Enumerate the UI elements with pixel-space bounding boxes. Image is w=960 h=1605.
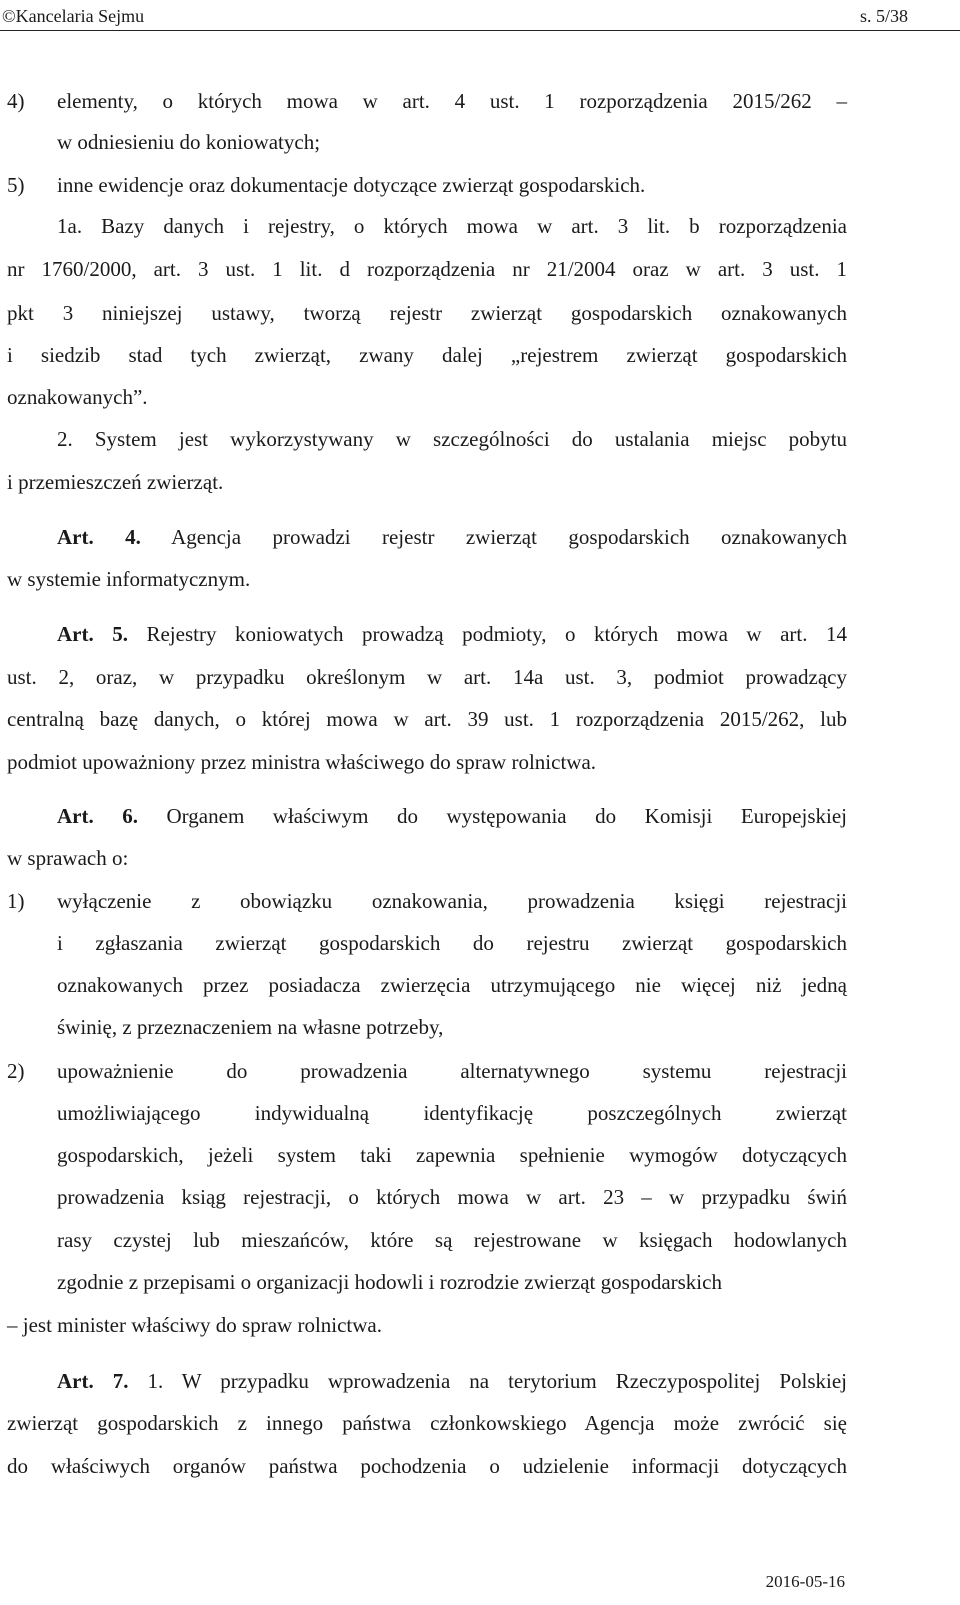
article-line: [57, 1360, 847, 1402]
text-line: i zgłaszania zwierząt gospodarskich do rejestru zwierząt gospodarskich: [57, 931, 847, 955]
list-number: 2): [7, 1059, 25, 1083]
text-line: Rejestry koniowatych prowadzą podmioty, o których mowa w art. 14: [127, 622, 847, 646]
text-line: prowadzenia ksiąg rejestracji, o których mowa w art. 23 – w przypadku świń: [57, 1185, 847, 1209]
text-line: 2. System jest wykorzystywany w szczególności do ustalania miejsc pobytu: [57, 427, 847, 451]
text-line: zwierząt gospodarskich z innego państwa członkowskiego Agencja może zwrócić się: [7, 1411, 847, 1435]
text-line: świnię, z przeznaczeniem na własne potrzeby,: [57, 1015, 444, 1039]
article-heading: Art. 4.: [57, 525, 141, 549]
page-header: [0, 0, 960, 32]
page-number: s. 5/38: [859, 6, 908, 26]
text-line: w sprawach o:: [7, 846, 129, 870]
publisher-label: ©Kancelaria Sejmu: [2, 6, 145, 26]
text-line: 1. W przypadku wprowadzenia na terytorium Rzeczypospolitej Polskiej: [128, 1369, 847, 1393]
text-line: rasy czystej lub mieszańców, które są rejestrowane w księgach hodowlanych: [57, 1228, 847, 1252]
text-line: wyłączenie z obowiązku oznakowania, prowadzenia księgi rejestracji: [57, 889, 847, 913]
text-line: upoważnienie do prowadzenia alternatywnego systemu rejestracji: [57, 1059, 847, 1083]
text-line: Agencja prowadzi rejestr zwierząt gospodarskich oznakowanych: [140, 525, 847, 549]
text-line: i przemieszczeń zwierząt.: [7, 470, 224, 494]
article-heading: Art. 6.: [57, 804, 138, 828]
text-line: Organem właściwym do występowania do Komisji Europejskiej: [138, 804, 847, 828]
text-line: centralną bazę danych, o której mowa w art. 39 ust. 1 rozporządzenia 2015/262, lub: [7, 707, 847, 731]
text-line: i siedzib stad tych zwierząt, zwany dalej „rejestrem zwierząt gospodarskich: [7, 343, 847, 367]
article-heading: Art. 5.: [57, 622, 128, 646]
list-number: 5): [7, 173, 25, 197]
header-divider: [0, 30, 960, 31]
text-line: oznakowanych przez posiadacza zwierzęcia utrzymującego nie więcej niż jedną: [57, 973, 847, 997]
text-line: 1a. Bazy danych i rejestry, o których mowa w art. 3 lit. b rozporządzenia: [57, 214, 847, 238]
list-number: 1): [7, 889, 25, 913]
text-line: gospodarskich, jeżeli system taki zapewnia spełnienie wymogów dotyczących: [57, 1143, 847, 1167]
article-line: [57, 516, 847, 558]
article-heading: Art. 7.: [57, 1369, 129, 1393]
text-line: inne ewidencje oraz dokumentacje dotyczące zwierząt gospodarskich.: [57, 173, 646, 197]
text-line: oznakowanych”.: [7, 385, 148, 409]
list-number: 4): [7, 89, 25, 113]
text-line: ust. 2, oraz, w przypadku określonym w art. 14a ust. 3, podmiot prowadzący: [7, 665, 847, 689]
document-date: 2016-05-16: [765, 1572, 845, 1591]
text-line: w odniesieniu do koniowatych;: [57, 130, 321, 154]
text-line: zgodnie z przepisami o organizacji hodowli i rozrodzie zwierząt gospodarskich: [57, 1270, 722, 1294]
article-line: [57, 795, 847, 837]
text-line: nr 1760/2000, art. 3 ust. 1 lit. d rozporządzenia nr 21/2004 oraz w art. 3 ust. 1: [7, 257, 847, 281]
text-line: podmiot upoważniony przez ministra właściwego do spraw rolnictwa.: [7, 750, 597, 774]
text-line: umożliwiającego indywidualną identyfikację poszczególnych zwierząt: [57, 1101, 847, 1125]
text-line: w systemie informatycznym.: [7, 567, 251, 591]
text-line: pkt 3 niniejszej ustawy, tworzą rejestr zwierząt gospodarskich oznakowanych: [7, 301, 847, 325]
article-line: [57, 613, 847, 655]
text-line: do właściwych organów państwa pochodzenia o udzielenie informacji dotyczących: [7, 1454, 847, 1478]
text-line: – jest minister właściwy do spraw rolnictwa.: [7, 1313, 383, 1337]
text-line: elementy, o których mowa w art. 4 ust. 1 rozporządzenia 2015/262 –: [57, 89, 847, 113]
